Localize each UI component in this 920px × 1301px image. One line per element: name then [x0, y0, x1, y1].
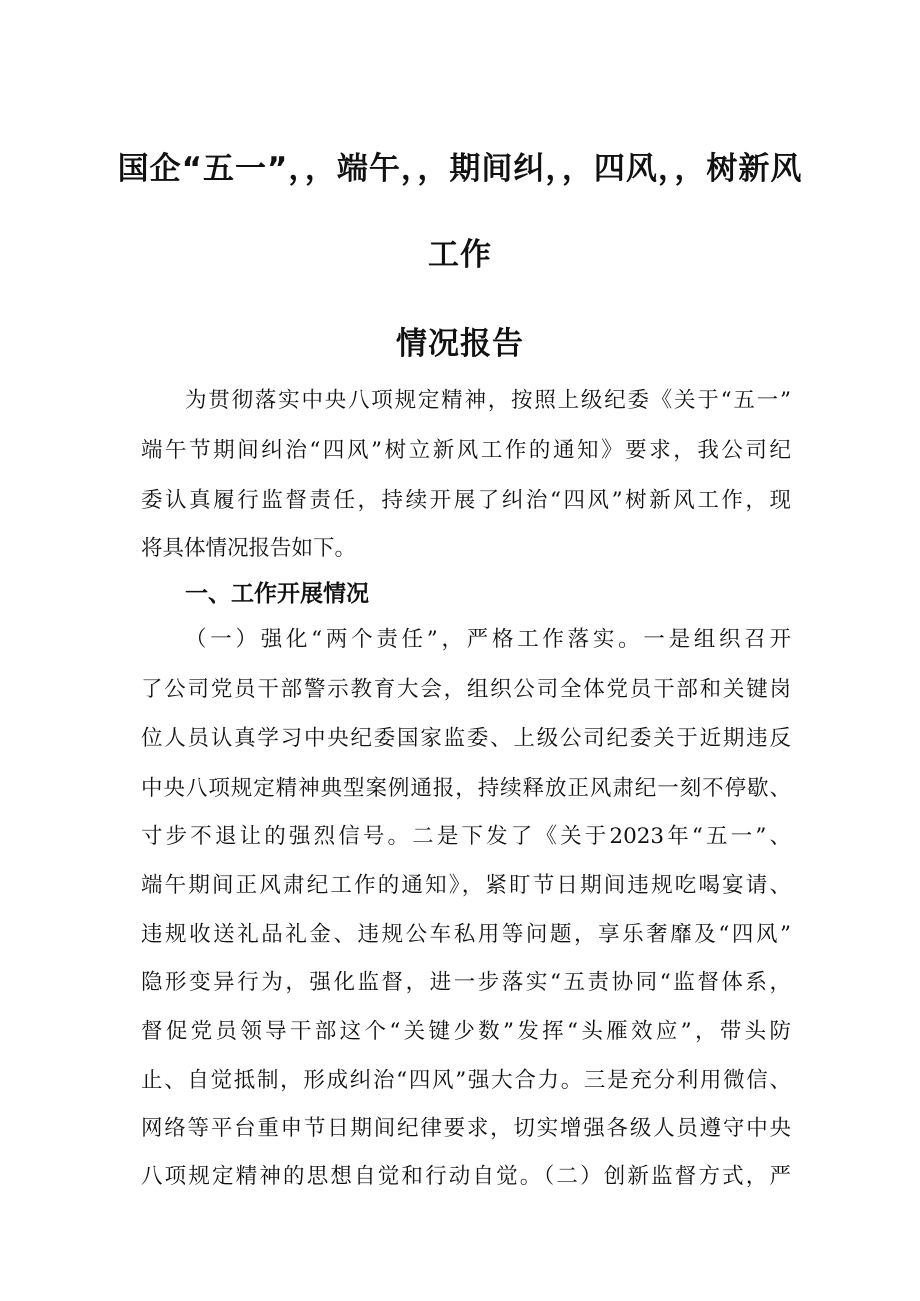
section1-line-4: 中央八项规定精神典型案例通报，持续释放正风肃纪一刻不停歇、 [141, 776, 791, 801]
intro-line-3: 委认真履行监督责任，持续开展了纠治“四风”树新风工作，现 [141, 488, 791, 513]
section1-line-1: （一）强化“两个责任”，严格工作落实。一是组织召开 [185, 627, 791, 652]
intro-line-4: 将具体情况报告如下。 [141, 536, 357, 561]
section1-line-6: 端午期间正风肃纪工作的通知》，紧盯节日期间违规吃喝宴请、 [141, 873, 791, 898]
section-heading-1: 一、工作开展情况 [185, 581, 369, 607]
section1-line-8: 隐形变异行为，强化监督，进一步落实“五责协同“监督体系， [141, 970, 791, 995]
section1-line-3: 位人员认真学习中央纪委国家监委、上级公司纪委关于近期违反 [141, 726, 791, 751]
section1-line-2: 了公司党员干部警示教育大会，组织公司全体党员干部和关键岗 [141, 677, 791, 702]
document-title-line-1: 国企“五一”，，端午，，期间纠，，四风，，树新风 [117, 151, 803, 187]
section1-line-12: 八项规定精神的思想自觉和行动自觉。（二）创新监督方式，严 [141, 1164, 791, 1189]
document-title-line-2: 工作 [428, 237, 492, 273]
section1-line-7: 违规收送礼品礼金、违规公车私用等问题，享乐奢靡及“四风” [141, 922, 791, 947]
section1-line-10: 止、自觉抵制，形成纠治“四风”强大合力。三是充分利用微信、 [141, 1068, 791, 1093]
intro-line-2: 端午节期间纠治“四风”树立新风工作的通知》要求，我公司纪 [141, 438, 791, 463]
intro-line-1: 为贯彻落实中央八项规定精神，按照上级纪委《关于“五一” [185, 388, 791, 413]
section1-line-5: 寸步不退让的强烈信号。二是下发了《关于2023年“五一”、 [141, 824, 791, 849]
section1-line-9: 督促党员领导干部这个“关键少数”发挥“头雁效应”，带头防 [141, 1019, 791, 1044]
document-title-line-3: 情况报告 [396, 326, 524, 362]
section1-line-11: 网络等平台重申节日期间纪律要求，切实增强各级人员遵守中央 [141, 1116, 791, 1141]
